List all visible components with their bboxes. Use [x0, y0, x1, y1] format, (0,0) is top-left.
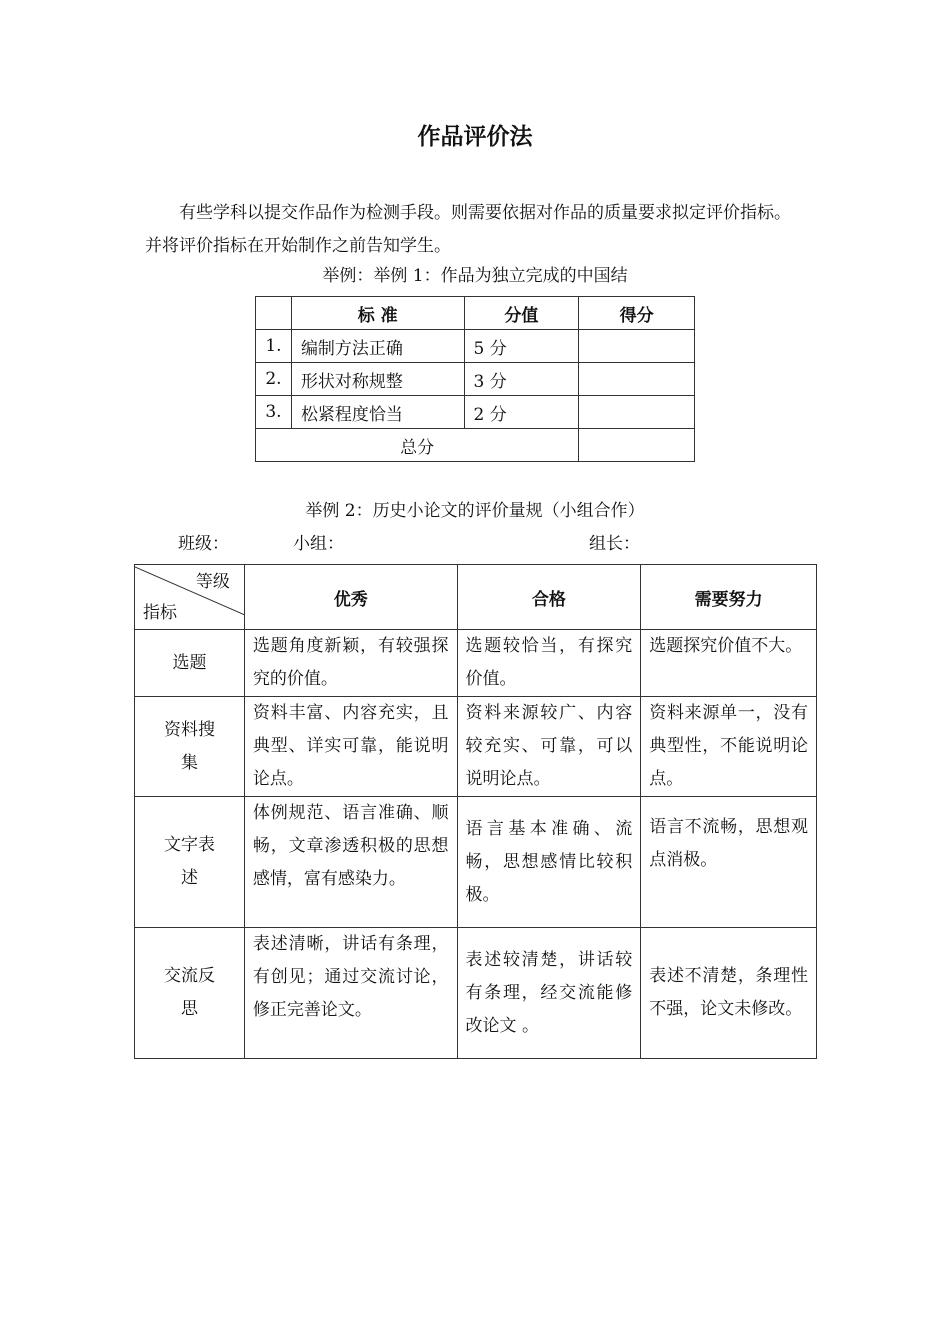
cell-pass: 语言基本准确、流畅，思想感情比较积极。	[457, 797, 641, 928]
total-label: 总分	[256, 429, 579, 462]
row-score	[579, 396, 695, 429]
header-pass: 合格	[457, 565, 641, 630]
cell-improve: 资料来源单一，没有典型性，不能说明论点。	[641, 697, 817, 797]
row-label: 交流反思	[135, 928, 245, 1059]
table-row	[135, 630, 817, 697]
total-row	[256, 429, 695, 462]
cell-improve: 选题探究价值不大。	[641, 630, 817, 697]
table-row	[256, 363, 695, 396]
row-label: 选题	[135, 630, 245, 697]
header-value: 分值	[464, 297, 579, 330]
example1-table	[255, 296, 695, 462]
class-label: 班级：	[178, 534, 229, 554]
cell-pass: 选题较恰当，有探究价值。	[457, 630, 641, 697]
example2-caption: 举例 2：历史小论文的评价量规（小组合作）	[305, 501, 645, 521]
table-header-row	[256, 297, 695, 330]
header-blank	[256, 297, 292, 330]
row-label: 文字表述	[135, 797, 245, 928]
header-improve: 需要努力	[641, 565, 817, 630]
cell-pass: 表述较清楚，讲话较有条理，经交流能修改论文 。	[457, 928, 641, 1059]
row-score	[579, 363, 695, 396]
page-title: 作品评价法	[417, 124, 533, 150]
header-excellent: 优秀	[244, 565, 457, 630]
corner-cell	[135, 565, 245, 630]
example1-caption: 举例：举例 1：作品为独立完成的中国结	[322, 266, 628, 286]
corner-grade-label: 等级	[195, 572, 230, 592]
intro-paragraph: 有些学科以提交作品作为检测手段。则需要依据对作品的质量要求拟定评价指标。并将评价指标在开始制作之前告知学生。	[145, 203, 791, 256]
header-score: 得分	[579, 297, 695, 330]
table-row	[135, 797, 817, 928]
table-row	[135, 697, 817, 797]
cell-excellent: 资料丰富、内容充实，且典型、详实可靠，能说明论点。	[244, 697, 457, 797]
row-number: 2.	[256, 363, 292, 396]
row-score	[579, 330, 695, 363]
leader-label: 组长：	[589, 534, 640, 554]
total-score	[579, 429, 695, 462]
header-criterion: 标 准	[291, 297, 464, 330]
cell-pass: 资料来源较广、内容较充实、可靠，可以说明论点。	[457, 697, 641, 797]
cell-excellent: 选题角度新颖，有较强探究的价值。	[244, 630, 457, 697]
row-criterion: 松紧程度恰当	[291, 396, 464, 429]
row-value: 3 分	[464, 363, 579, 396]
row-value: 5 分	[464, 330, 579, 363]
row-criterion: 编制方法正确	[291, 330, 464, 363]
table-header-row	[135, 565, 817, 630]
row-value: 2 分	[464, 396, 579, 429]
table-row	[256, 396, 695, 429]
cell-improve: 表述不清楚，条理性不强，论文未修改。	[641, 928, 817, 1059]
cell-excellent: 表述清晰，讲话有条理，有创见；通过交流讨论，修正完善论文。	[244, 928, 457, 1059]
row-label: 资料搜集	[135, 697, 245, 797]
group-label: 小组：	[293, 534, 344, 554]
row-criterion: 形状对称规整	[291, 363, 464, 396]
cell-improve: 语言不流畅，思想观点消极。	[641, 797, 817, 928]
example2-rubric-table	[134, 564, 817, 1059]
row-number: 3.	[256, 396, 292, 429]
table-row	[256, 330, 695, 363]
table-row	[135, 928, 817, 1059]
row-number: 1.	[256, 330, 292, 363]
cell-excellent: 体例规范、语言准确、顺畅，文章渗透积极的思想感情，富有感染力。	[244, 797, 457, 928]
corner-indicator-label: 指标	[143, 603, 177, 623]
